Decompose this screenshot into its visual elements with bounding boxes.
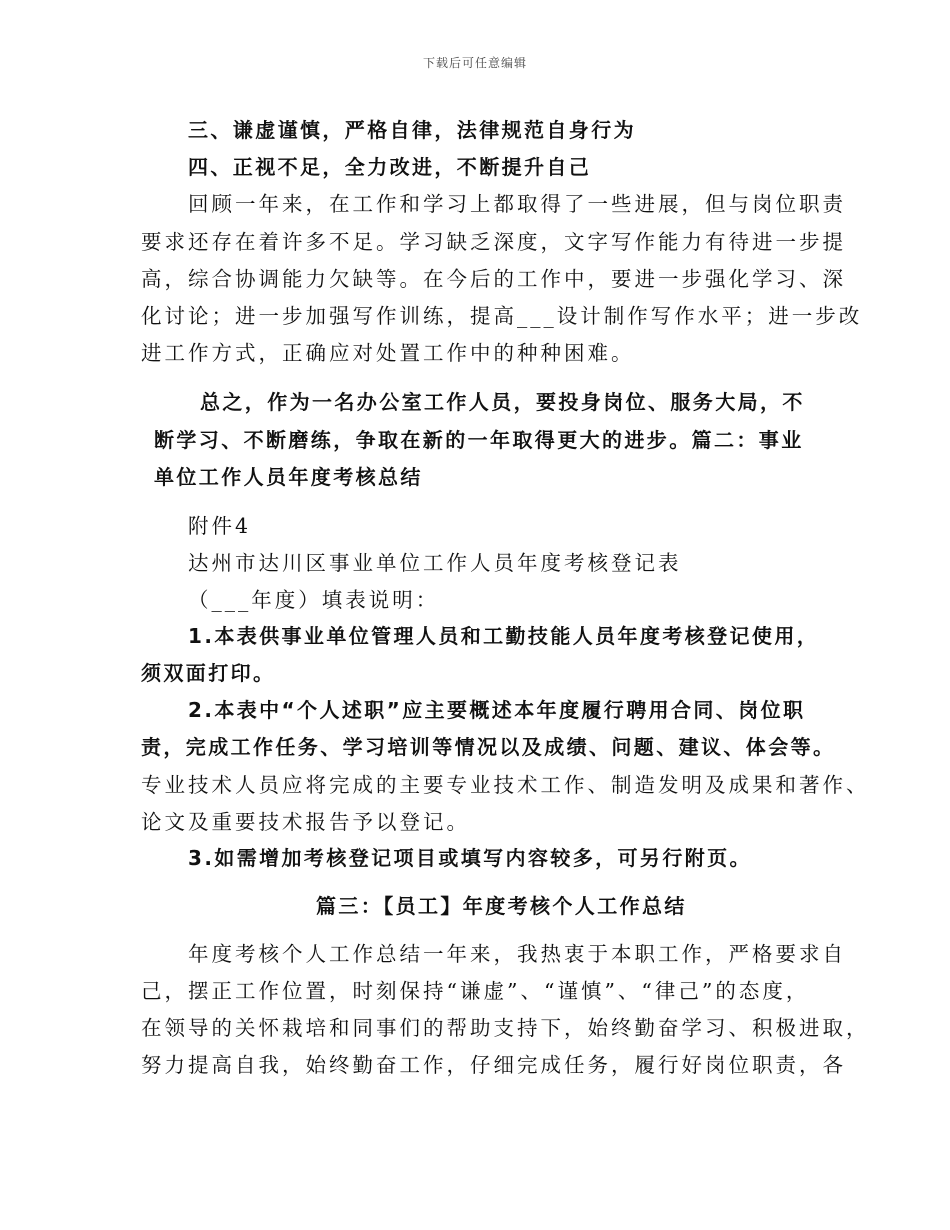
paragraph-line: 专业技术人员应将完成的主要专业技术工作、制造发明及成果和著作、 <box>141 773 870 797</box>
paragraph-line: （___年度）填表说明： <box>188 588 440 612</box>
paragraph-line: 在领导的关怀栽培和同事们的帮助支持下，始终勤奋学习、积极进取， <box>141 1016 870 1040</box>
heading-line: 三、谦虚谨慎，严格自律，法律规范自身行为 <box>188 118 636 142</box>
paragraph-line: 须双面打印。 <box>141 661 276 685</box>
paragraph-line: 2.本表中“个人述职”应主要概述本年度履行聘用合同、岗位职 <box>188 698 806 722</box>
paragraph-line: 己，摆正工作位置，时刻保持“谦虚”、“谨慎”、“律己”的态度， <box>141 979 810 1003</box>
heading-line: 四、正视不足，全力改进，不断提升自己 <box>188 155 592 179</box>
paragraph-line: 努力提高自我，始终勤奋工作，仔细完成任务，履行好岗位职责，各 <box>141 1053 846 1077</box>
section-title: 篇三：【员工】年度考核个人工作总结 <box>316 894 687 918</box>
paragraph-line: 进工作方式，正确应对处置工作中的种种困难。 <box>141 341 635 365</box>
paragraph-line: 回顾一年来，在工作和学习上都取得了一些进展，但与岗位职责 <box>188 192 846 216</box>
paragraph-line: 责，完成工作任务、学习培训等情况以及成绩、问题、建议、体会等。 <box>141 735 836 759</box>
paragraph-line: 论文及重要技术报告予以登记。 <box>141 810 470 834</box>
paragraph-line: 要求还存在着许多不足。学习缺乏深度，文字写作能力有待进一步提 <box>141 230 846 254</box>
paragraph-line: 附件4 <box>188 514 252 538</box>
page-header: 下载后可任意编辑 <box>422 56 527 70</box>
paragraph-line: 化讨论；进一步加强写作训练，提高___设计制作写作水平；进一步改 <box>141 304 863 328</box>
paragraph-line: 总之，作为一名办公室工作人员，要投身岗位、服务大局，不 <box>200 390 805 414</box>
paragraph-line: 高，综合协调能力欠缺等。在今后的工作中，要进一步强化学习、深 <box>141 267 846 291</box>
paragraph-line: 达州市达川区事业单位工作人员年度考核登记表 <box>188 551 682 575</box>
paragraph-line: 断学习、不断磨练，争取在新的一年取得更大的进步。篇二：事业 <box>154 428 804 452</box>
paragraph-line: 年度考核个人工作总结一年来，我热衷于本职工作，严格要求自 <box>188 942 846 966</box>
paragraph-line: 单位工作人员年度考核总结 <box>154 465 423 489</box>
paragraph-line: 3.如需增加考核登记项目或填写内容较多，可另行附页。 <box>188 846 752 870</box>
paragraph-line: 1.本表供事业单位管理人员和工勤技能人员年度考核登记使用， <box>188 624 820 648</box>
